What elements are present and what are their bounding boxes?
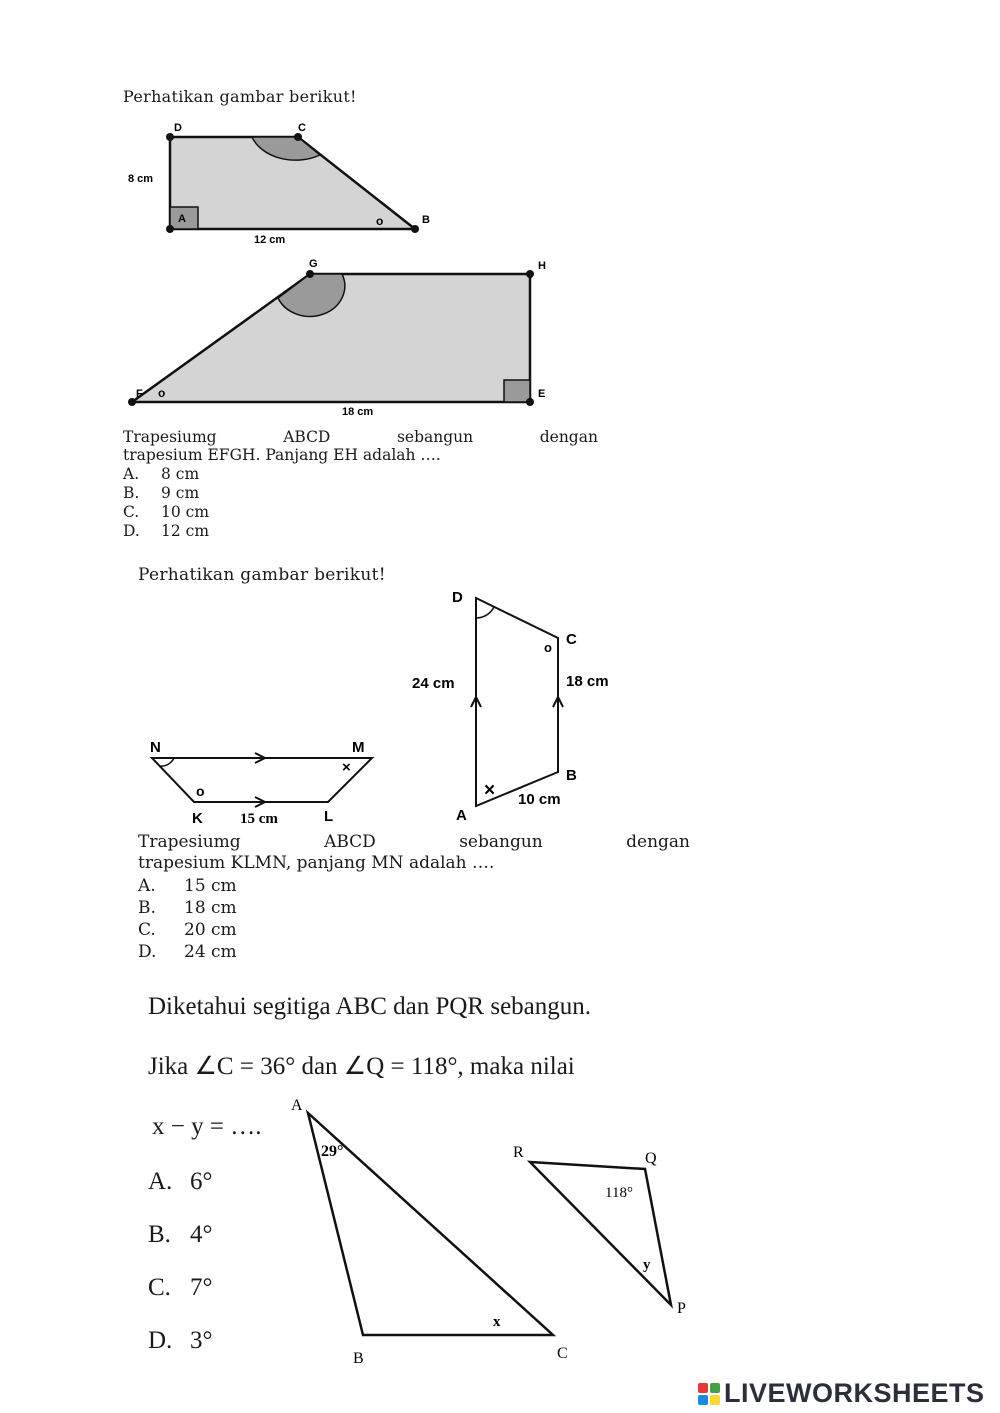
word: dengan: [626, 832, 690, 852]
q3-line1: Diketahui segitiga ABC dan PQR sebangun.: [148, 993, 592, 1020]
side-kl-label: 15 cm: [240, 811, 278, 827]
angle-b-mark: o: [376, 214, 384, 228]
side-left-label: 8 cm: [128, 173, 154, 185]
trapezoid-klmn: [152, 758, 372, 802]
label-b: B: [353, 1350, 364, 1367]
angle-k-mark: o: [196, 783, 205, 799]
brand-logo: [698, 1378, 985, 1409]
q1-option-d[interactable]: D. 12 cm: [123, 522, 210, 540]
label-c: C: [566, 631, 577, 648]
word: sebangun: [459, 832, 543, 852]
q3-option-a[interactable]: A. 6°: [148, 1168, 213, 1195]
q2-figure-klmn: [140, 735, 390, 830]
q1-option-c[interactable]: C. 10 cm: [123, 503, 210, 521]
label-a: A: [178, 213, 186, 225]
q3-options: [148, 1168, 213, 1380]
q1-title: Perhatikan gambar berikut!: [123, 87, 357, 106]
label-b: B: [422, 214, 430, 226]
triangle-pqr: [530, 1162, 671, 1305]
q3-figure-pqr: [505, 1135, 705, 1325]
q2-options: [138, 875, 237, 963]
label-c: C: [298, 122, 306, 134]
label-k: K: [192, 810, 203, 827]
trapezoid-abcd: [476, 598, 558, 806]
q3-option-c[interactable]: C. 7°: [148, 1274, 213, 1301]
label-d: D: [174, 122, 182, 134]
word: ABCD: [283, 428, 331, 446]
label-e: E: [538, 388, 546, 400]
label-g: G: [309, 258, 318, 270]
angle-q-label: 118°: [605, 1185, 633, 1201]
label-q: Q: [645, 1150, 657, 1167]
side-ab-label: 10 cm: [518, 791, 561, 808]
label-h: H: [538, 260, 546, 272]
q1-figure-efgh: [120, 255, 560, 425]
side-ad-label: 24 cm: [412, 675, 455, 692]
side-bottom-label: 12 cm: [254, 234, 286, 246]
word: Trapesiumg: [123, 428, 217, 446]
label-l: L: [324, 808, 334, 825]
label-f: F: [136, 388, 143, 400]
word: sebangun: [396, 428, 474, 446]
label-p: P: [677, 1300, 686, 1317]
q1-stem-line2: trapesium EFGH. Panjang EH adalah ….: [123, 446, 441, 464]
label-a: A: [291, 1097, 303, 1114]
q1-stem-line1: [123, 428, 598, 446]
angle-c-mark: o: [544, 640, 552, 655]
word: ABCD: [324, 832, 376, 852]
angle-c-x-label: x: [493, 1314, 501, 1330]
q2-option-c[interactable]: C. 20 cm: [138, 920, 237, 940]
label-c: C: [557, 1345, 568, 1362]
q1-options: [123, 465, 209, 541]
label-r: R: [513, 1144, 524, 1161]
word: dengan: [539, 428, 598, 446]
liveworksheets-logo-icon: [698, 1383, 720, 1405]
q2-stem-line2: trapesium KLMN, panjang MN adalah ….: [138, 853, 495, 873]
q2-figure-abcd: [400, 582, 640, 827]
q3-option-d[interactable]: D. 3°: [148, 1327, 213, 1354]
word: Trapesiumg: [138, 832, 241, 852]
q3-line3: x − y = ….: [152, 1113, 262, 1140]
angle-f-mark: o: [158, 386, 166, 400]
q3-option-b[interactable]: B. 4°: [148, 1221, 213, 1248]
q1-option-a[interactable]: A. 8 cm: [123, 465, 200, 483]
q2-option-d[interactable]: D. 24 cm: [138, 942, 237, 962]
q3-line2: Jika ∠C = 36° dan ∠Q = 118°, maka nilai: [148, 1053, 575, 1080]
label-m: M: [352, 739, 365, 756]
q2-title: Perhatikan gambar berikut!: [138, 565, 386, 585]
q2-option-a[interactable]: A. 15 cm: [138, 876, 237, 896]
angle-a-label: 29°: [321, 1143, 344, 1160]
angle-p-y-label: y: [643, 1257, 651, 1273]
angle-a-mark: ×: [484, 780, 496, 801]
q2-option-b[interactable]: B. 18 cm: [138, 898, 237, 918]
right-angle-e: [504, 380, 530, 402]
brand-name: LIVEWORKSHEETS: [724, 1378, 985, 1408]
angle-m-mark: ×: [342, 759, 351, 776]
q2-stem-line1: [138, 833, 690, 851]
label-b: B: [566, 767, 577, 784]
side-bc-label: 18 cm: [566, 673, 609, 690]
q1-option-b[interactable]: B. 9 cm: [123, 484, 200, 502]
label-n: N: [150, 739, 161, 756]
side-bottom-label: 18 cm: [342, 406, 374, 418]
q1-figure-abcd: [120, 115, 450, 250]
label-d: D: [452, 589, 463, 606]
label-a: A: [456, 807, 467, 824]
